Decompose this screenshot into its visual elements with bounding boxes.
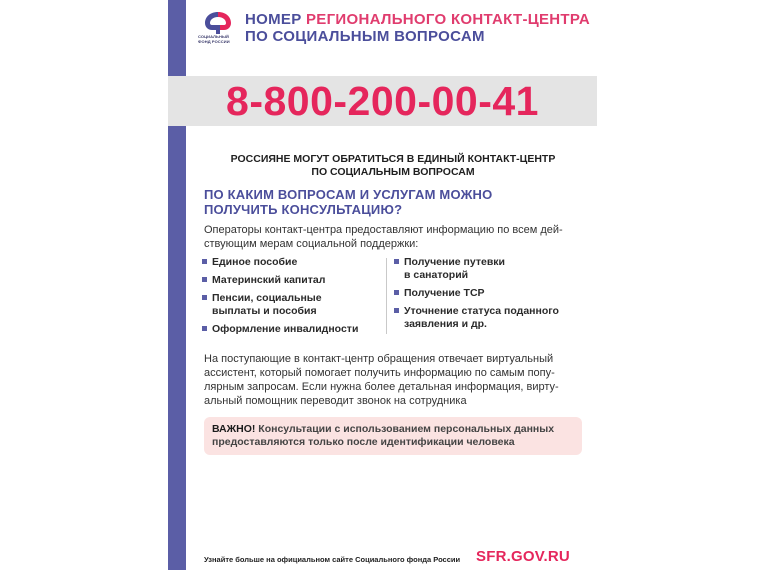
intro-paragraph — [204, 223, 588, 251]
lead-line2: ПО СОЦИАЛЬНЫМ ВОПРОСАМ — [311, 166, 475, 178]
service-label-cont: в санаторий — [404, 269, 469, 281]
question-line1: ПО КАКИМ ВОПРОСАМ И УСЛУГАМ МОЖНО — [204, 187, 493, 202]
question-heading — [204, 187, 584, 217]
list-item — [202, 323, 380, 336]
list-item — [394, 305, 584, 331]
title-part1: НОМЕР — [245, 11, 306, 28]
lead-heading — [204, 153, 582, 179]
service-label: Получение ТСР — [404, 287, 485, 299]
important-line1: Консультации с использованием персональных данных — [255, 423, 555, 435]
column-divider — [386, 258, 387, 334]
important-label: ВАЖНО! — [212, 423, 256, 435]
page-title — [245, 11, 595, 45]
assistant-line1: На поступающие в контакт-центр обращения отвечает виртуальный — [204, 353, 554, 365]
services-list-left — [202, 256, 380, 341]
lead-line1: РОССИЯНЕ МОГУТ ОБРАТИТЬСЯ В ЕДИНЫЙ КОНТАКТ-ЦЕНТР — [230, 153, 556, 165]
title-accent: РЕГИОНАЛЬНОГО КОНТАКТ-ЦЕНТРА — [305, 11, 591, 28]
phone-number[interactable]: 8-800-200-00-41 — [226, 78, 539, 124]
website-link[interactable]: SFR.GOV.RU — [476, 548, 570, 565]
assistant-paragraph — [204, 352, 588, 408]
square-bullet-icon — [394, 259, 399, 264]
service-label-cont: заявления и др. — [404, 318, 487, 330]
square-bullet-icon — [202, 259, 207, 264]
important-line2: предоставляются только после идентификации человека — [212, 436, 515, 448]
list-item — [202, 256, 380, 269]
assistant-line3: лярным запросам. Если нужна более детальная информация, вирту- — [204, 381, 559, 393]
square-bullet-icon — [202, 326, 207, 331]
service-label: Единое пособие — [212, 256, 298, 268]
services-list-right — [394, 256, 584, 336]
important-notice — [212, 423, 578, 449]
service-label: Получение путевки — [404, 256, 506, 268]
square-bullet-icon — [394, 290, 399, 295]
service-label: Уточнение статуса поданного — [404, 305, 559, 317]
service-label: Материнский капитал — [212, 274, 326, 286]
service-label-cont: выплаты и пособия — [212, 305, 317, 317]
footer-text: Узнайте больше на официальном сайте Социального фонда России — [204, 555, 461, 564]
intro-line2: ствующим мерам социальной поддержки: — [204, 238, 419, 250]
service-label: Пенсии, социальные — [212, 292, 322, 304]
service-label: Оформление инвалидности — [212, 323, 359, 335]
square-bullet-icon — [202, 295, 207, 300]
question-line2: ПОЛУЧИТЬ КОНСУЛЬТАЦИЮ? — [204, 202, 403, 217]
list-item — [202, 274, 380, 287]
list-item — [202, 292, 380, 318]
logo-caption: СОЦИАЛЬНЫЙ ФОНД РОССИИ — [198, 34, 230, 44]
title-line2: ПО СОЦИАЛЬНЫМ ВОПРОСАМ — [245, 28, 485, 45]
list-item — [394, 256, 584, 282]
intro-line1: Операторы контакт-центра предоставляют информацию по всем дей- — [204, 224, 563, 236]
square-bullet-icon — [394, 308, 399, 313]
assistant-line2: ассистент, который помогает получить информацию по самым попу- — [204, 367, 555, 379]
square-bullet-icon — [202, 277, 207, 282]
assistant-line4: альный помощник переводит звонок на сотрудника — [204, 395, 467, 407]
list-item — [394, 287, 584, 300]
